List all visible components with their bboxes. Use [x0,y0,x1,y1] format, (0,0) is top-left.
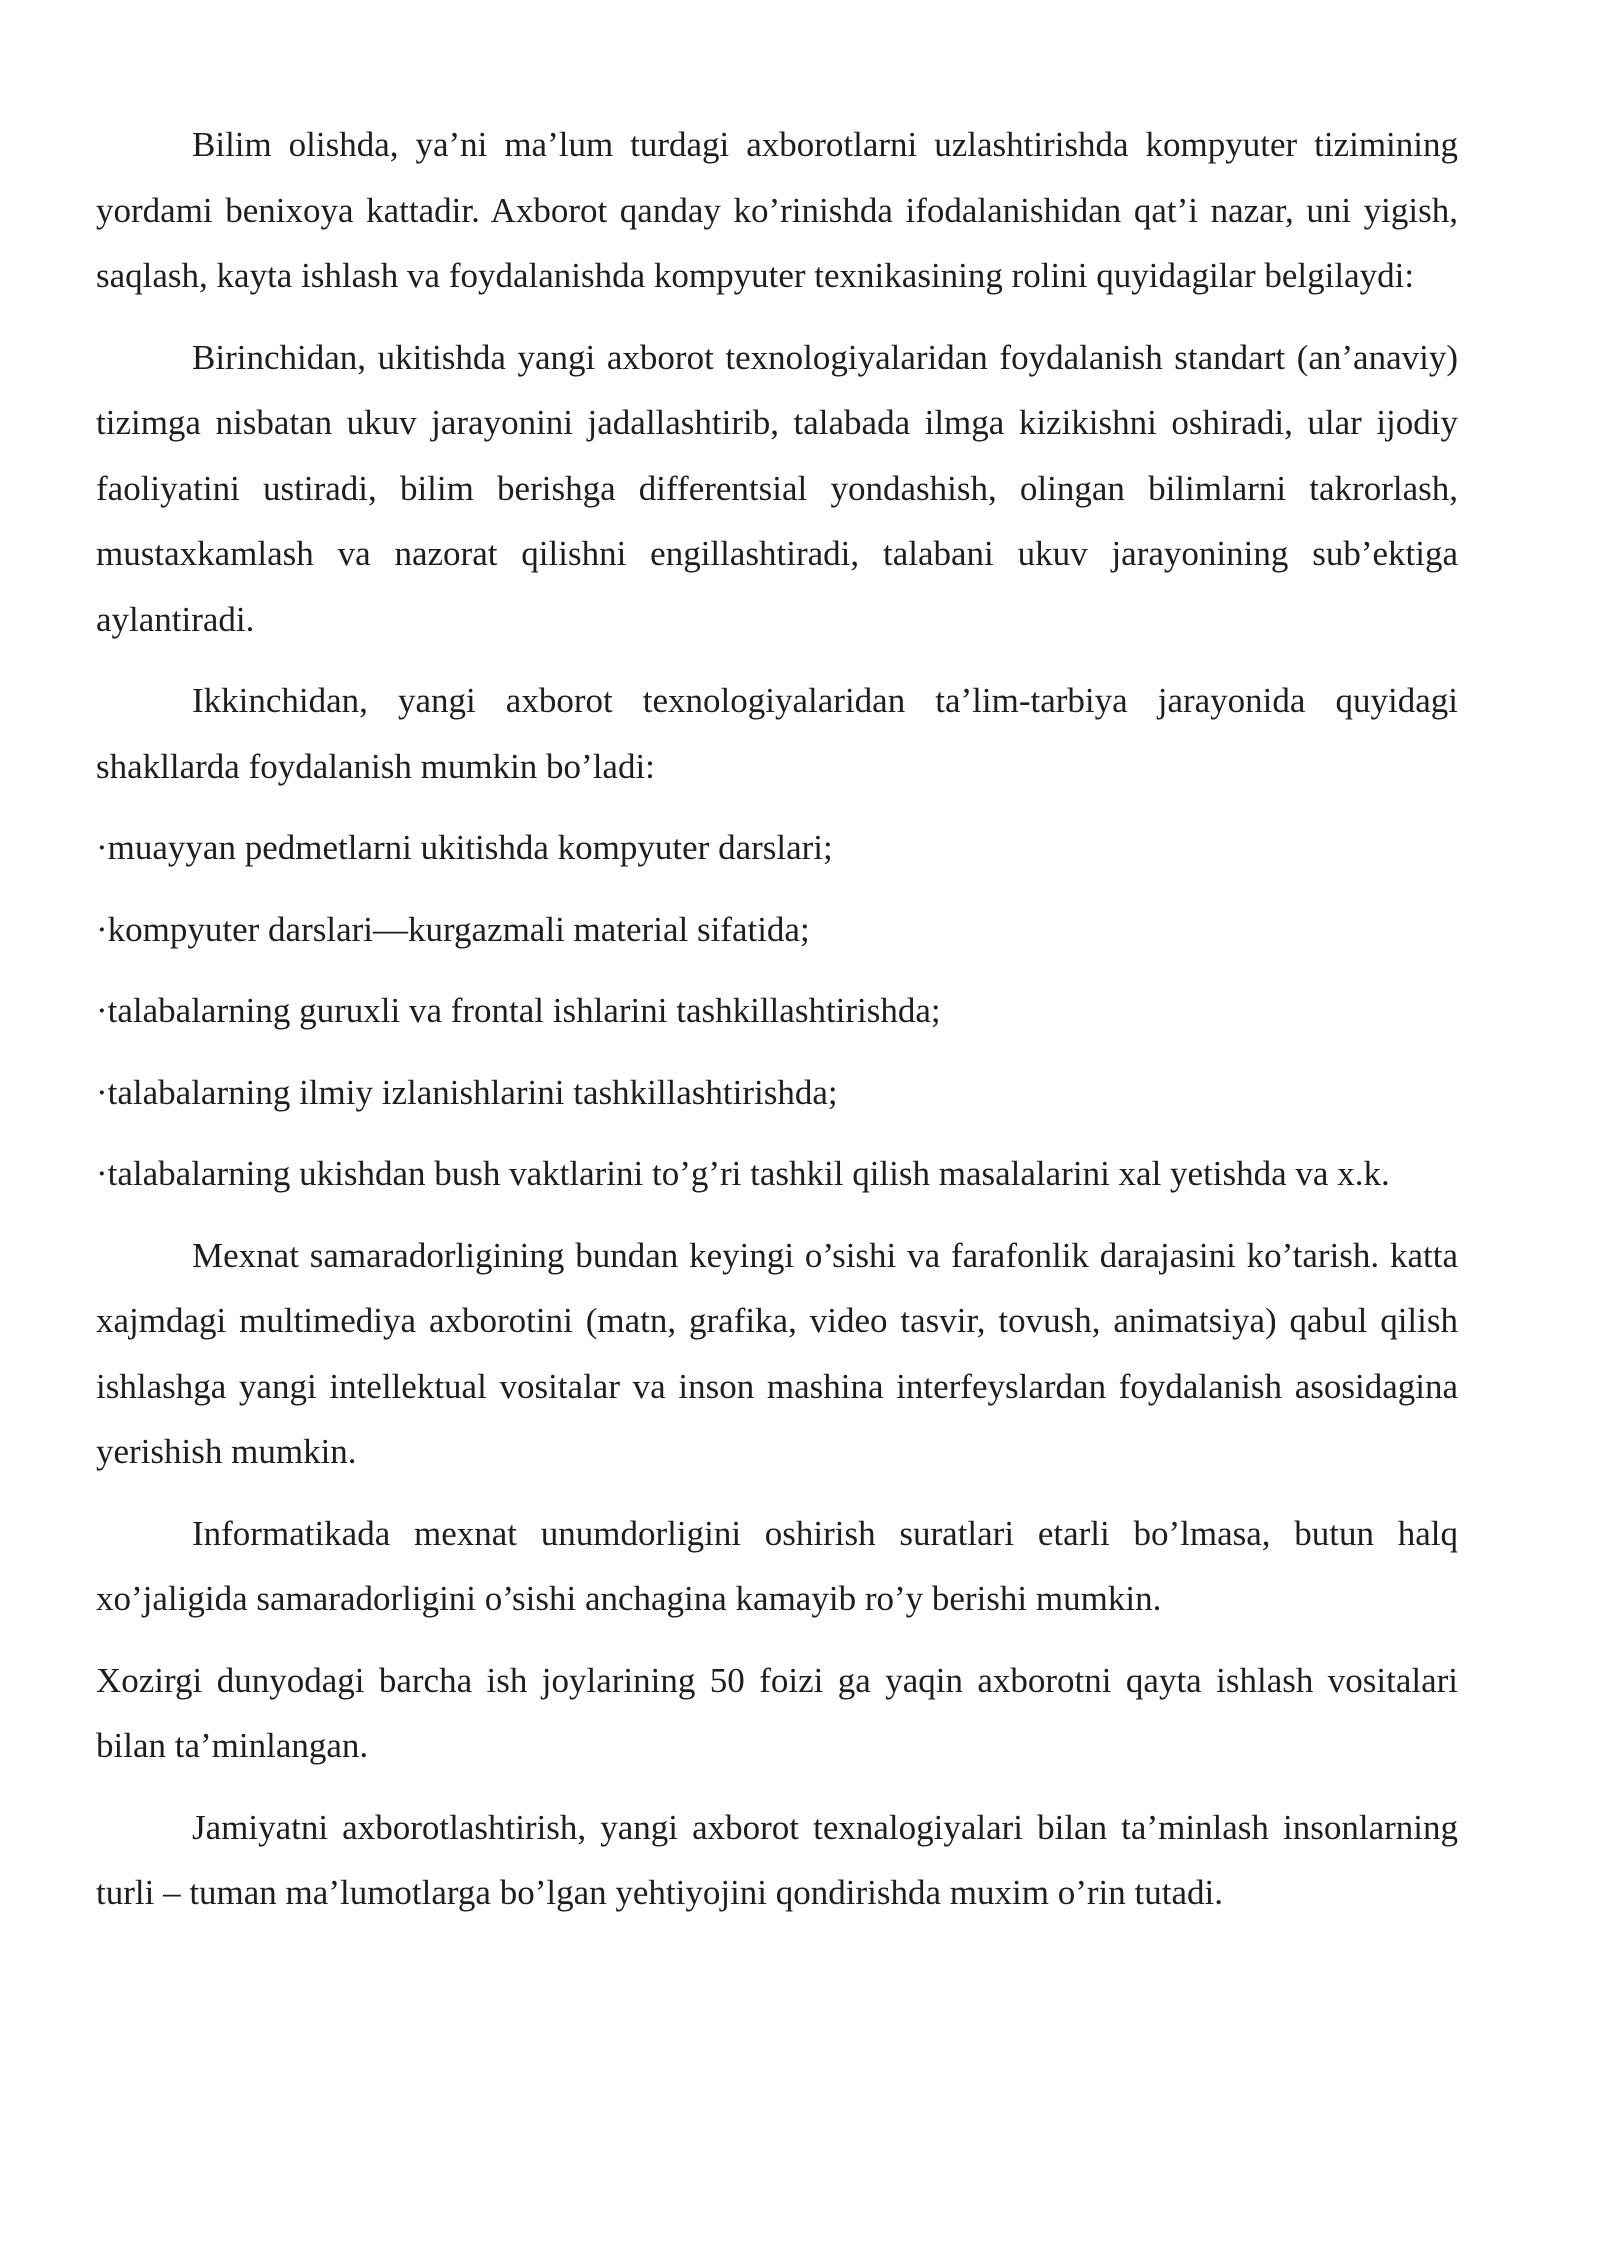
list-item: ·kompyuter darslari—kurgazmali material sifatida; [96,909,810,949]
list-item: ·talabalarning guruxli va frontal ishlarini tashkillashtirishda; [96,991,941,1030]
paragraph-workplaces: Xozirgi dunyodagi barcha ish joylarining 50 foizi ga yaqin axborotni qayta ishlash vositalari bilan ta’minlangan. [96,1660,1458,1765]
paragraph-conclusion: Jamiyatni axborotlashtirish, yangi axborot texnalogiyalari bilan ta’minlash insonlarning turli – tuman ma’lumotlarga bo’lgan yehtiyojini qondirishda muxim o’rin tutadi. [96,1807,1458,1912]
paragraph-informatics: Informatikada mexnat unumdorligini oshirish suratlari etarli bo’lmasa, butun halq xo’jaligida samaradorligini o’sishi anchagina kamayib ro’y berishi mumkin. [96,1513,1458,1618]
list-item: ·talabalarning ilmiy izlanishlarini tashkillashtirishda; [96,1072,838,1112]
paragraph-second-point: Ikkinchidan, yangi axborot texnologiyalaridan ta’lim-tarbiya jarayonida quyidagi shakllarda foydalanish mumkin bo’ladi: [96,681,1458,786]
list-item: ·muayyan pedmetlarni ukitishda kompyuter darslari; [96,828,833,867]
paragraph-productivity: Mexnat samaradorligining bundan keyingi o’sishi va farafonlik darajasini ko’tarish. katta xajmdagi multimediya axborotini (matn, grafika, video tasvir, tovush, animatsiya) qabul qilish ishlashga yangi intellektual vositalar va inson mashina interfeyslardan foydalanish asosidagina yerishish mumkin. [96,1235,1458,1471]
document-page [96,112,1458,1942]
paragraph-first-point: Birinchidan, ukitishda yangi axborot texnologiyalaridan foydalanish standart (an’anaviy) tizimga nisbatan ukuv jarayonini jadallashtirib, talabada ilmga kizikishni oshiradi, ular ijodiy faoliyatini ustiradi, bilim berishga differentsial yondashish, olingan bilimlarni takrorlash, mustaxkamlash va nazorat qilishni engillashtiradi, talabani ukuv jarayonining sub’ektiga aylantiradi. [96,337,1458,639]
list-item: ·talabalarning ukishdan bush vaktlarini to’g’ri tashkil qilish masalalarini xal yetishda va x.k. [96,1154,1390,1193]
paragraph-intro: Bilim olishda, ya’ni ma’lum turdagi axborotlarni uzlashtirishda kompyuter tizimining yordami benixoya kattadir. Axborot qanday ko’rinishda ifodalanishidan qat’i nazar, uni yigish, saqlash, kayta ishlash va foydalanishda kompyuter texnikasining rolini quyidagilar belgilaydi: [96,125,1458,295]
